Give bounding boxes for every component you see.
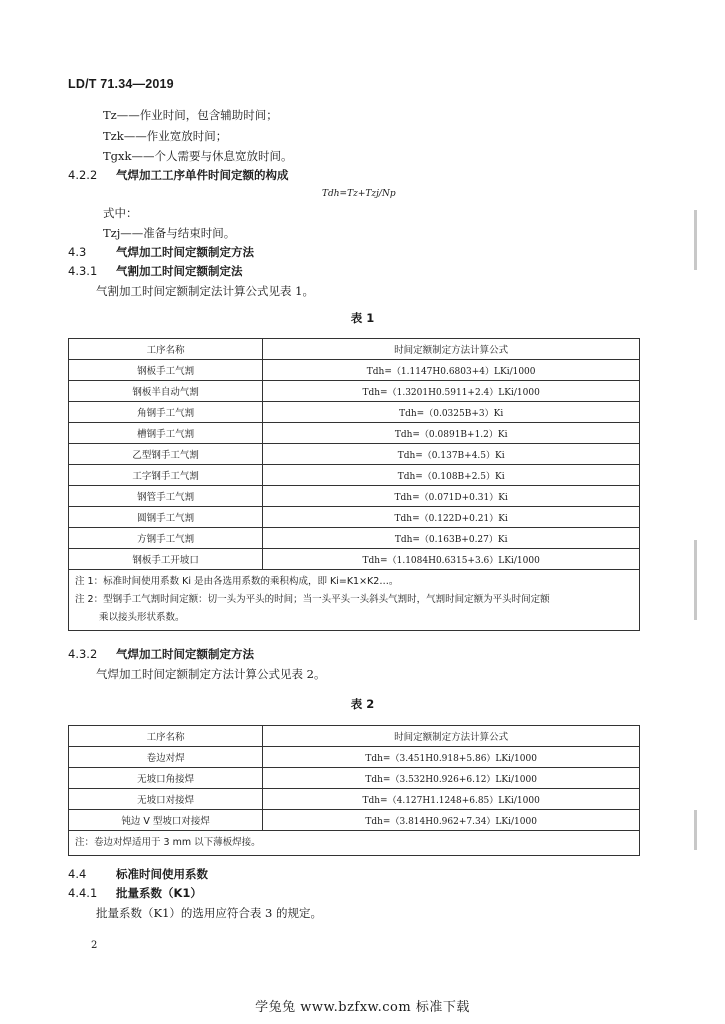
table-header-row	[69, 339, 640, 360]
table-header-process: 工序名称	[69, 726, 263, 747]
table-note-row	[69, 570, 640, 631]
section-4-4-heading	[68, 866, 208, 882]
table-row	[69, 789, 640, 810]
section-number: 4.3.2	[68, 647, 98, 661]
table-row	[69, 381, 640, 402]
table-notes	[69, 570, 640, 631]
section-title: 标准时间使用系数	[116, 867, 208, 881]
table-row	[69, 486, 640, 507]
formula-cell: Tdh=（0.0325B+3）Ki	[263, 402, 640, 423]
where-label: 式中：	[103, 206, 138, 220]
formula-cell: Tdh=（0.108B+2.5）Ki	[263, 465, 640, 486]
formula-cell: Tdh=（1.3201H0.5911+2.4）LKi/1000	[263, 381, 640, 402]
scan-artifact-line	[694, 810, 697, 850]
section-4-4-1-heading	[68, 885, 202, 901]
table-row	[69, 507, 640, 528]
process-name: 钢板手工开坡口	[69, 549, 263, 570]
section-number: 4.3.1	[68, 264, 98, 278]
table1	[68, 338, 640, 631]
section-title: 气焊加工工序单件时间定额的构成	[116, 168, 289, 182]
scan-artifact-line	[694, 540, 697, 620]
table1-caption: 表 1	[350, 311, 375, 325]
table-row	[69, 360, 640, 381]
process-name: 工字钢手工气割	[69, 465, 263, 486]
definition-tgxk: Tgxk——个人需要与休息宽放时间。	[103, 149, 293, 163]
table-row	[69, 423, 640, 444]
process-name: 钝边 V 型坡口对接焊	[69, 810, 263, 831]
table-row	[69, 810, 640, 831]
paragraph-4-4-1: 批量系数（K1）的选用应符合表 3 的规定。	[96, 906, 323, 920]
table-header-process: 工序名称	[69, 339, 263, 360]
table1-note-2-continued: 乘以接头形状系数。	[99, 612, 185, 623]
formula-cell: Tdh=（4.127H1.1248+6.85）LKi/1000	[263, 789, 640, 810]
section-4-3-2-heading	[68, 646, 254, 662]
formula-cell: Tdh=（0.137B+4.5）Ki	[263, 444, 640, 465]
formula-cell: Tdh=（3.814H0.962+7.34）LKi/1000	[263, 810, 640, 831]
table2-note: 注：卷边对焊适用于 3 mm 以下薄板焊接。	[75, 837, 261, 848]
definition-tz: Tz——作业时间，包含辅助时间；	[103, 108, 278, 122]
formula-cell: Tdh=（0.071D+0.31）Ki	[263, 486, 640, 507]
footer-watermark: 学兔兔 www.bzfxw.com 标准下载	[255, 1000, 470, 1015]
section-number: 4.4.1	[68, 886, 98, 900]
formula-cell: Tdh=（1.1084H0.6315+3.6）LKi/1000	[263, 549, 640, 570]
definition-tzj: Tzj——准备与结束时间。	[103, 226, 236, 240]
table1-note-1: 注 1：标准时间使用系数 Ki 是由各选用系数的乘积构成，即 Ki=K1×K2…。	[75, 576, 399, 587]
table-row	[69, 528, 640, 549]
process-name: 圆钢手工气割	[69, 507, 263, 528]
formula-cell: Tdh=（3.532H0.926+6.12）LKi/1000	[263, 768, 640, 789]
process-name: 槽钢手工气割	[69, 423, 263, 444]
process-name: 角钢手工气割	[69, 402, 263, 423]
table-header-formula: 时间定额制定方法计算公式	[263, 339, 640, 360]
section-4-3-1-heading	[68, 263, 243, 279]
paragraph-4-3-1: 气割加工时间定额制定法计算公式见表 1。	[96, 284, 314, 298]
formula-cell: Tdh=（0.0891B+1.2）Ki	[263, 423, 640, 444]
section-number: 4.4	[68, 867, 87, 881]
table-row	[69, 465, 640, 486]
section-4-3-heading	[68, 244, 254, 260]
section-4-2-2-heading	[68, 167, 289, 183]
process-name: 卷边对焊	[69, 747, 263, 768]
scan-artifact-line	[694, 210, 697, 270]
table-header-row	[69, 726, 640, 747]
process-name: 无坡口对接焊	[69, 789, 263, 810]
process-name: 钢板半自动气割	[69, 381, 263, 402]
process-name: 钢板手工气割	[69, 360, 263, 381]
table1-note-2: 注 2：型钢手工气割时间定额：切一头为平头的时间；当一头平头一头斜头气割时，气割时间定额为平头时间定额	[75, 594, 550, 605]
paragraph-4-3-2: 气焊加工时间定额制定方法计算公式见表 2。	[96, 667, 326, 681]
formula-cell: Tdh=（0.122D+0.21）Ki	[263, 507, 640, 528]
definition-tzk: Tzk——作业宽放时间；	[103, 129, 228, 143]
standard-code: LD/T 71.34—2019	[68, 77, 174, 91]
table2-caption: 表 2	[350, 697, 375, 711]
page-number: 2	[91, 940, 98, 951]
formula-cell: Tdh=（1.1147H0.6803+4）LKi/1000	[263, 360, 640, 381]
process-name: 方钢手工气割	[69, 528, 263, 549]
process-name: 乙型钢手工气割	[69, 444, 263, 465]
formula-tdh: Tdh=Tz+Tzj/Np	[322, 189, 396, 199]
process-name: 无坡口角接焊	[69, 768, 263, 789]
section-title: 批量系数（K1）	[116, 886, 202, 900]
table-header-formula: 时间定额制定方法计算公式	[263, 726, 640, 747]
formula-cell: Tdh=（3.451H0.918+5.86）LKi/1000	[263, 747, 640, 768]
section-title: 气焊加工时间定额制定方法	[116, 245, 254, 259]
section-title: 气焊加工时间定额制定方法	[116, 647, 254, 661]
table2	[68, 725, 640, 856]
section-number: 4.2.2	[68, 168, 98, 182]
table-row	[69, 444, 640, 465]
section-title: 气割加工时间定额制定法	[116, 264, 243, 278]
table-row	[69, 549, 640, 570]
table-row	[69, 402, 640, 423]
formula-cell: Tdh=（0.163B+0.27）Ki	[263, 528, 640, 549]
table-row	[69, 747, 640, 768]
process-name: 钢管手工气割	[69, 486, 263, 507]
table-note-row	[69, 831, 640, 856]
table-notes	[69, 831, 640, 856]
section-number: 4.3	[68, 245, 87, 259]
table-row	[69, 768, 640, 789]
